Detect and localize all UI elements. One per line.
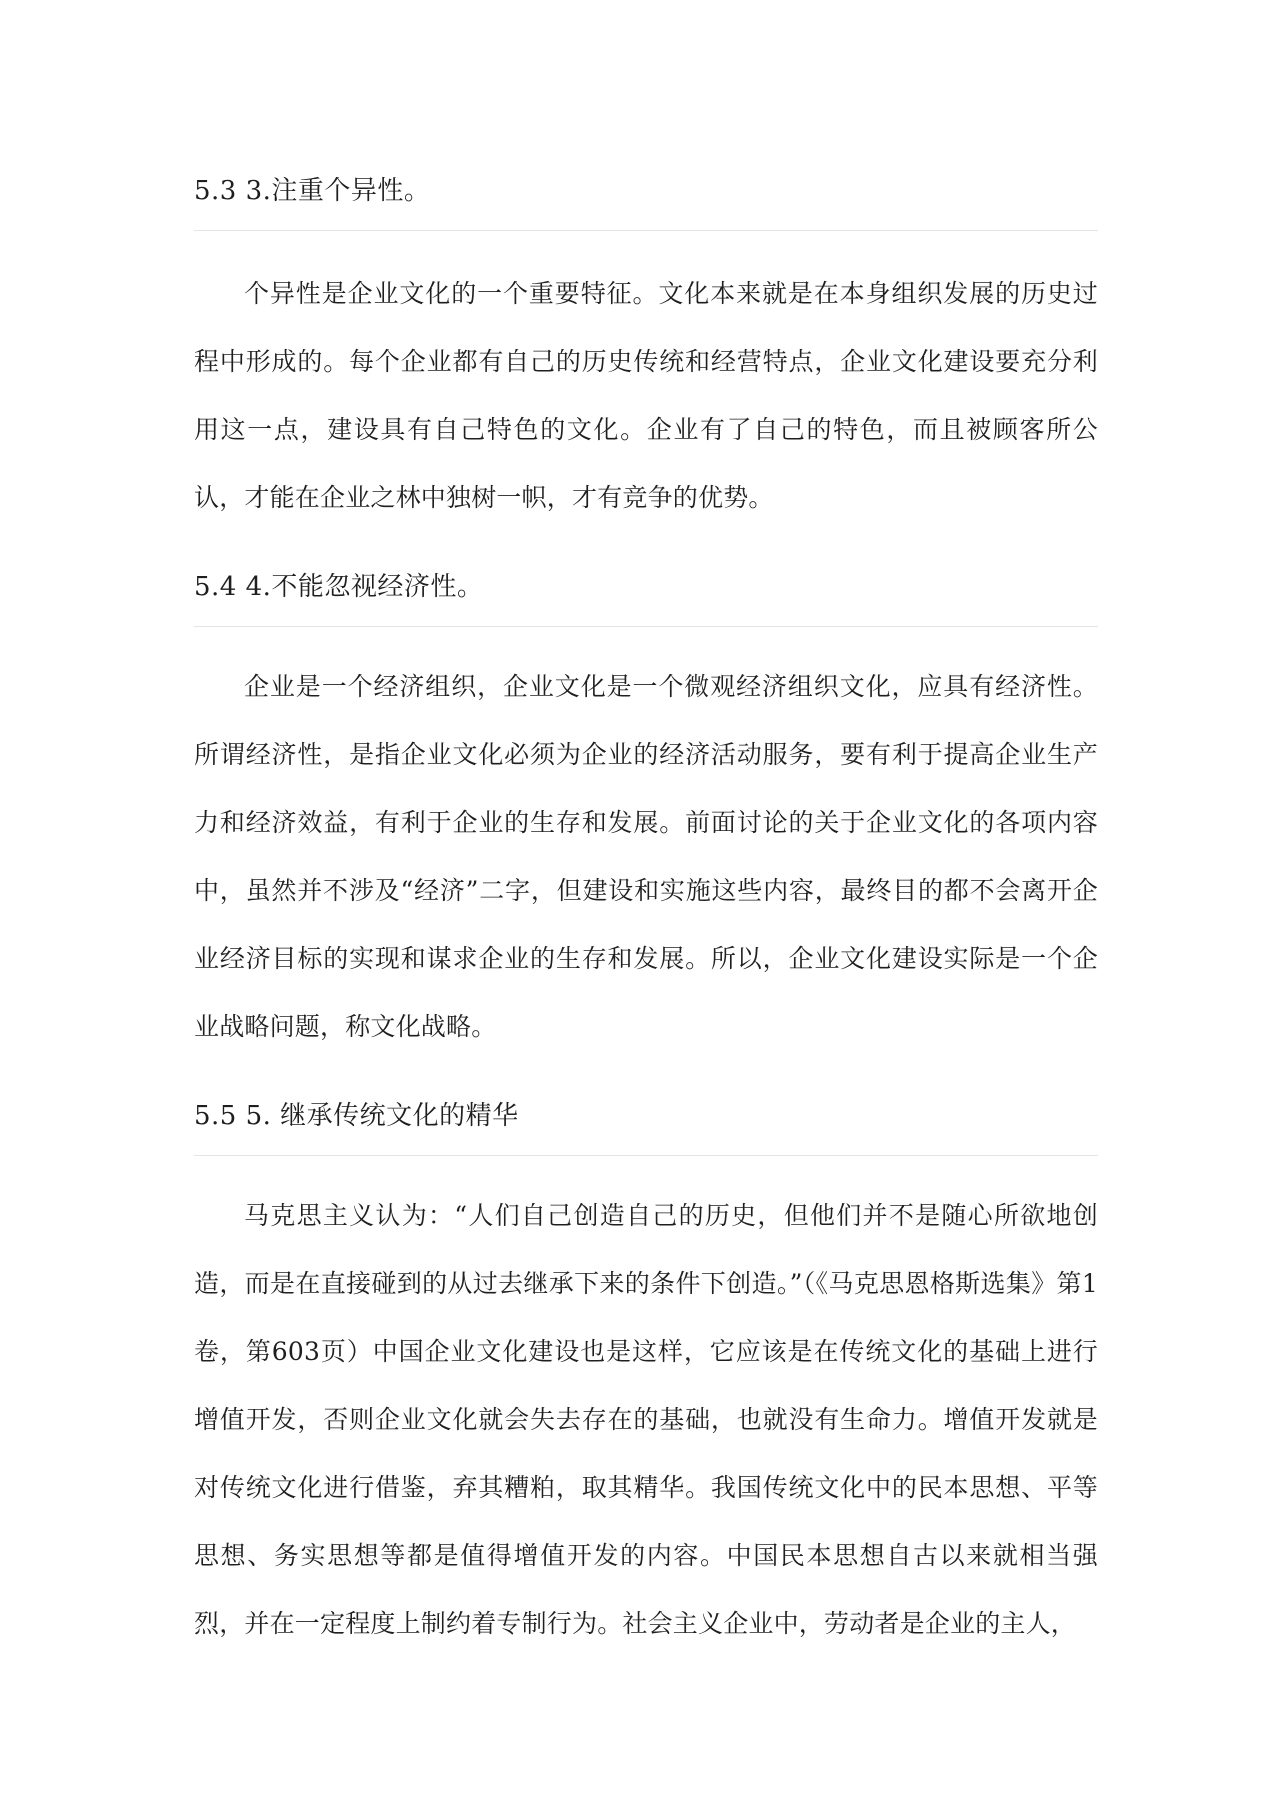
section-paragraph-5-3: 个异性是企业文化的一个重要特征。文化本来就是在本身组织发展的历史过程中形成的。每个企业都有自己的历史传统和经营特点，企业文化建设要充分利用这一点，建设具有自己特色的文化。企业有了自己的特色，而且被顾客所公认，才能在企业之林中独树一帜，才有竞争的优势。 [194,279,1098,512]
section-heading-5-3: 5.3 3.注重个异性。 [194,176,431,206]
section-divider [194,1155,1098,1156]
section-heading-5-5: 5.5 5. 继承传统文化的精华 [194,1101,519,1131]
section-divider [194,230,1098,231]
document-page [194,0,1098,1810]
section-divider [194,626,1098,627]
section-heading-5-4: 5.4 4.不能忽视经济性。 [194,572,484,602]
section-paragraph-5-5: 马克思主义认为：“人们自己创造自己的历史，但他们并不是随心所欲地创造，而是在直接碰到的从过去继承下来的条件下创造。”（《马克思恩格斯选集》第1卷，第603页）中国企业文化建设也是这样，它应该是在传统文化的基础上进行增值开发，否则企业文化就会失去存在的基础，也就没有生命力。增值开发就是对传统文化进行借鉴，弃其糟粕，取其精华。我国传统文化中的民本思想、平等思想、务实思想等都是值得增值开发的内容。中国民本思想自古以来就相当强烈，并在一定程度上制约着专制行为。社会主义企业中，劳动者是企业的主人， [194,1201,1098,1638]
section-paragraph-5-4: 企业是一个经济组织，企业文化是一个微观经济组织文化，应具有经济性。所谓经济性，是指企业文化必须为企业的经济活动服务，要有利于提高企业生产力和经济效益，有利于企业的生存和发展。前面讨论的关于企业文化的各项内容中，虽然并不涉及“经济”二字，但建设和实施这些内容，最终目的都不会离开企业经济目标的实现和谋求企业的生存和发展。所以，企业文化建设实际是一个企业战略问题，称文化战略。 [194,672,1098,1041]
